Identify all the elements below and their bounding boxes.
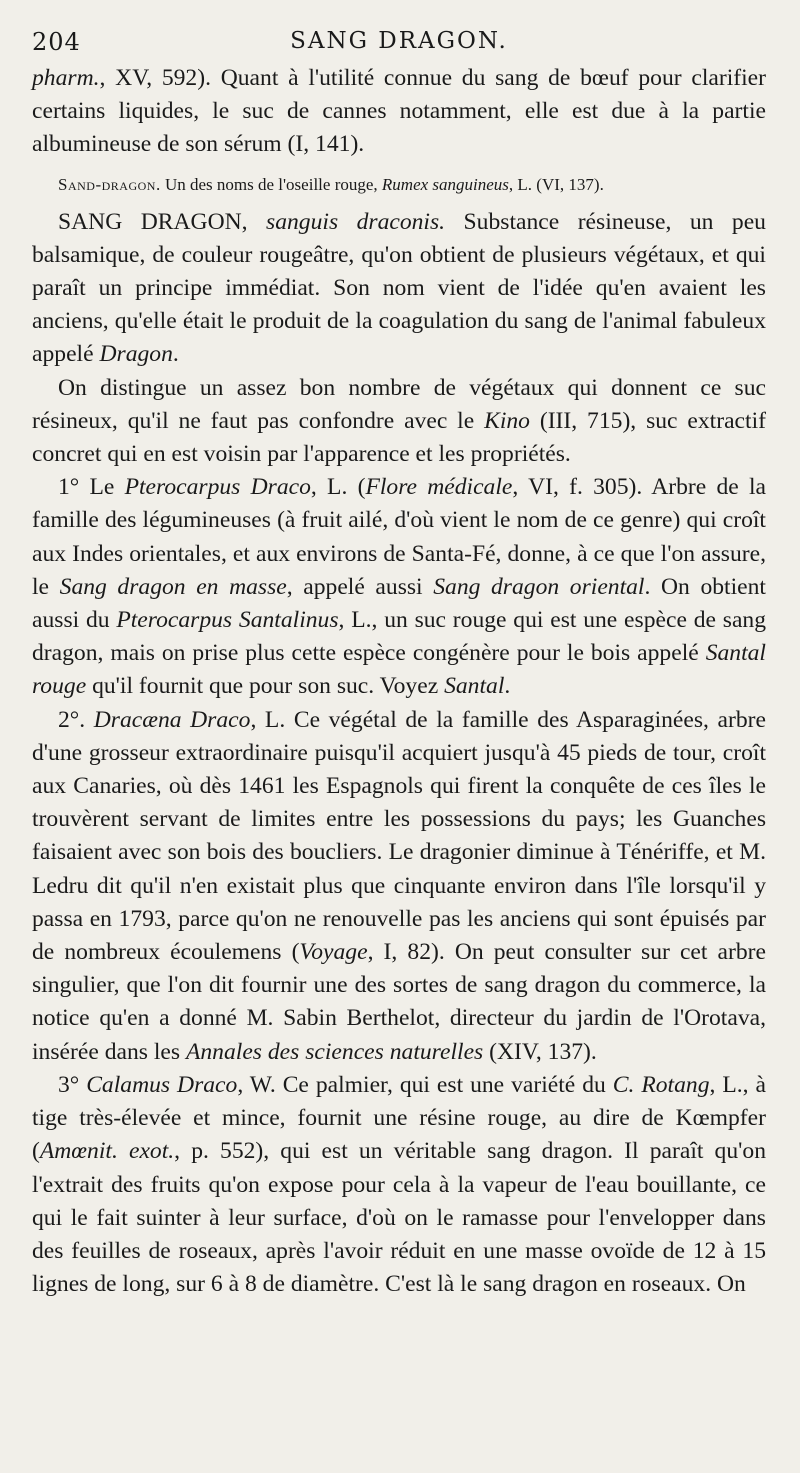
italic-run: Kino [484,407,530,434]
page-number: 204 [32,28,81,56]
italic-run: Pterocarpus Draco [124,474,311,501]
text-run: 1° Le [58,474,125,501]
italic-run: Flore médicale [365,474,513,501]
text-run: Un des noms de l'oseille rouge, [160,174,382,194]
text-run: , L., à tige très-élevée et mince, fournit une résine rouge, au dire de Kœmpfer ( [32,1071,766,1165]
text-run: 2°. [58,706,94,733]
paragraph-distinction [32,372,766,472]
italic-run: Amœnit. exot. [39,1138,175,1165]
text-run: , p. 552), qui est un véritable sang dragon. Il paraît qu'on l'extrait des fruits qu'on expose pour cela à la vapeur de l'eau bouillante, ce qui le fait suinter à leur surface, d'où on le ramasse pour l'envelopper dans des feuilles de roseaux, après l'avoir réduit en une masse ovoïde de 12 à 15 lignes de long, sur 6 à 8 de diamètre. C'est là le sang dragon en roseaux. On [32,1138,766,1298]
paragraph-pterocarpus [32,471,766,703]
text-run: (XIV, 137). [483,1038,597,1065]
text-run: SANG DRAGON, [58,208,267,235]
italic-run: Sang dragon oriental [433,573,645,600]
running-head: SANG DRAGON. [290,28,508,54]
text-run: . [172,341,179,368]
text-run: , I, 82). On peut consulter sur cet arbre singulier, que l'on dit fournir une des sortes de sang dragon du commerce, la notice qu'en a donné M. Sabin Berthelot, directeur du jardin de l'Orotava, insérée dans les [32,939,766,1065]
italic-run: Voyage [299,939,368,966]
text-run: , L. ( [310,474,366,501]
text-run: On distingue un assez bon nombre de végétaux qui donnent ce suc résineux, qu'il ne faut pas confondre avec le [32,374,766,434]
entry-sand-dragon [32,170,766,200]
text-run: qu'il fournit que pour son suc. Voyez [86,673,445,700]
text-run: , L. Ce végétal de la famille des Asparaginées, arbre d'une grosseur extraordinaire puisqu'il acquiert jusqu'à 45 pieds de tour, croît aux Canaries, où dès 1461 les Espagnols qui firent la conquête de ces îles le trouvèrent servant de limites entre les possessions du pays; les Guanches faisaient avec son bois des boucliers. Le dragonier diminue à Ténériffe, et M. Ledru dit qu'il n'en existait plus que cinquante environ dans l'île lorsqu'il y passa en 1793, parce qu'on ne renouvelle pas les anciens qui sont épuisés par de nombreux écoulemens ( [32,706,766,966]
italic-run: Santal rouge [32,640,766,700]
paragraph-dracaena [32,704,766,1069]
italic-run: Dragon [99,341,173,368]
italic-run: Calamus Draco [86,1071,238,1098]
entry-sang-dragon [32,206,766,372]
text-run: (III, 715), suc extractif concret qui en est voisin par l'apparence et les propriétés. [32,407,766,468]
text-run: Substance résineuse, un peu balsamique, de couleur rougeâtre, qu'on obtient de plusieurs végétaux, et qui paraît un principe immédiat. Son nom vient de l'idée qu'en avaient les anciens, qu'elle était le produit de la coagulation du sang de l'animal fabuleux appelé [32,208,766,368]
text-run: . [504,673,511,700]
text-run: 3° [58,1071,87,1098]
italic-run: C. Rotang [612,1071,710,1098]
text-run: , L. (VI, 137). [508,174,604,194]
page-header [32,22,766,62]
paragraph-calamus [32,1069,766,1301]
italic-run: pharm. [32,65,100,91]
text-run: . On obtient aussi du [32,573,766,634]
italic-run: Dracæna Draco [93,706,251,733]
italic-run: Santal [444,673,505,700]
text-run: , VI, f. 305). Arbre de la famille des légumineuses (à fruit ailé, d'où vient le nom de ce genre) qui croît aux Indes orientales, et aux environs de Santa-Fé, donne, à ce que l'on assure, le [32,474,766,600]
text-run: Sand-dragon. [58,174,161,194]
paragraph-continuation [32,62,766,162]
italic-run: sanguis draconis. [266,208,446,235]
text-run: , L., un suc rouge qui est une espèce de sang dragon, mais on prise plus cette espèce congénère pour le bois appelé [32,607,767,667]
text-run: , appelé aussi [286,573,434,600]
italic-run: Pterocarpus Santalinus [116,607,339,634]
italic-run: Sang dragon en masse [59,573,287,600]
text-run: , W. Ce palmier, qui est une variété du [237,1071,613,1098]
italic-run: Rumex sanguineus [381,174,509,194]
italic-run: Annales des sciences naturelles [185,1038,484,1065]
body-text [32,62,766,1301]
text-run: , XV, 592). Quant à l'utilité connue du sang de bœuf pour clarifier certains liquides, le suc de cannes notamment, elle est due à la partie albumineuse de son sérum (I, 141). [32,65,766,158]
